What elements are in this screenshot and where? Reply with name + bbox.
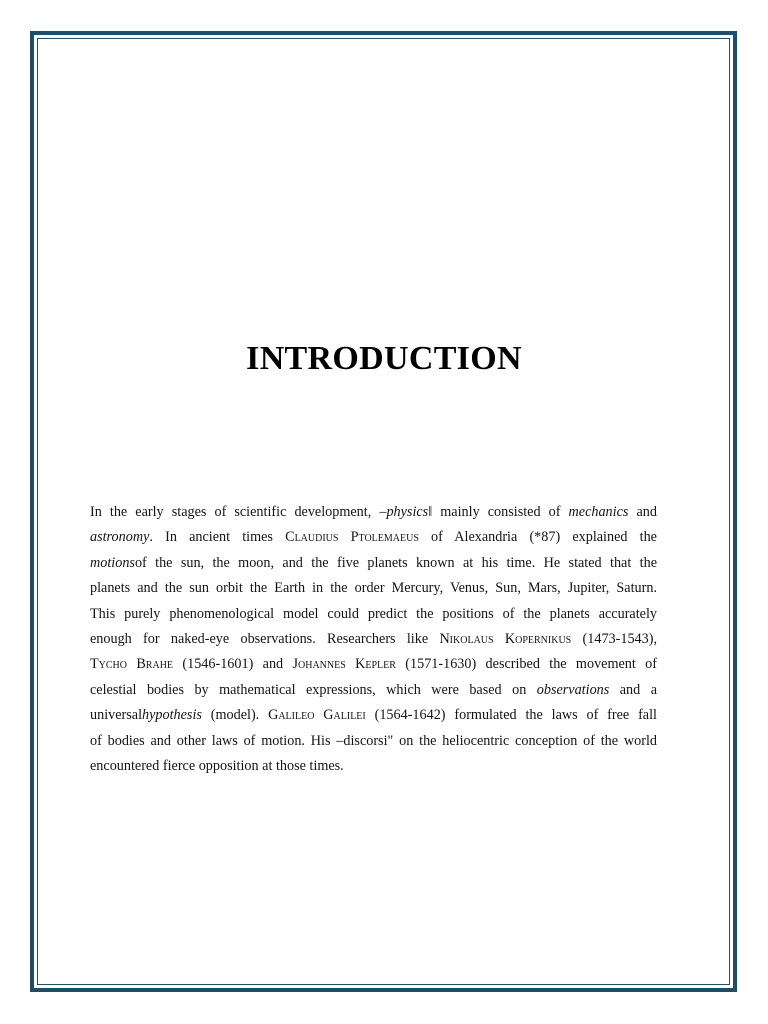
name-kopernikus: Nikolaus Kopernikus — [439, 631, 572, 648]
emphasis-mechanics: mechanics — [568, 504, 629, 520]
emphasis-hypothesis: hypothesis — [142, 707, 202, 724]
paragraph-line-6: enough for naked-eye observations. Researchers like Nikolaus Kopernikus (1473-1543), — [90, 631, 657, 648]
emphasis-astronomy: astronomy — [90, 529, 150, 546]
paragraph-line-9: universalhypothesis (model). Galileo Galilei (1564-1642) formulated the laws of free fall — [90, 707, 657, 724]
name-galilei: Galileo Galilei — [268, 707, 366, 724]
paragraph-line-2: astronomy. In ancient times Claudius Ptolemaeus of Alexandria (*87) explained the — [90, 529, 657, 546]
paragraph-line-8: celestial bodies by mathematical expressions, which were based on observations and a — [90, 681, 657, 698]
name-ptolemaeus: Claudius Ptolemaeus — [285, 529, 419, 546]
emphasis-physics: physics — [386, 504, 429, 520]
emphasis-observations: observations — [536, 681, 610, 698]
emphasis-motions: motions — [90, 554, 135, 571]
paragraph-line-4: planets and the sun orbit the Earth in the order Mercury, Venus, Sun, Mars, Jupiter, Saturn. — [90, 580, 657, 597]
paragraph-line-11: encountered fierce opposition at those times. — [90, 758, 344, 775]
paragraph-line-3: motionsof the sun, the moon, and the five planets known at his time. He stated that the — [90, 554, 657, 571]
introduction-paragraph — [90, 500, 657, 779]
name-brahe: Tycho Brahe — [90, 656, 174, 673]
page-title: INTRODUCTION — [246, 340, 522, 377]
paragraph-line-1: In the early stages of scientific development, –physics‖ mainly consisted of mechanics and — [90, 504, 657, 520]
paragraph-line-10: of bodies and other laws of motion. His –discorsi" on the heliocentric conception of the world — [90, 732, 657, 749]
name-kepler: Johannes Kepler — [292, 656, 396, 673]
paragraph-line-7: Tycho Brahe (1546-1601) and Johannes Kepler (1571-1630) described the movement of — [90, 656, 657, 673]
paragraph-line-5: This purely phenomenological model could predict the positions of the planets accurately — [90, 605, 657, 622]
